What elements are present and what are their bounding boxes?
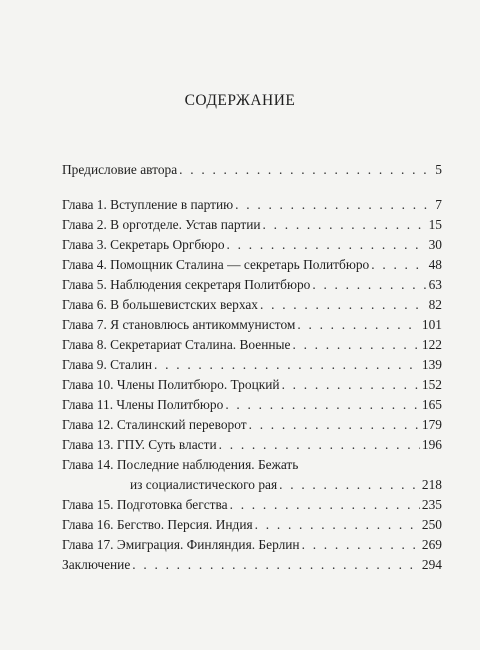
toc-dot-leader — [154, 355, 420, 375]
toc-entry — [62, 160, 442, 180]
toc-entry-page: 165 — [421, 397, 442, 412]
toc-entry-page: 5 — [435, 162, 442, 177]
toc-entry-page: 179 — [421, 417, 442, 432]
toc-entry — [62, 395, 442, 415]
toc-dot-leader — [227, 235, 427, 255]
toc-entry-title: Заключение — [62, 557, 131, 572]
toc-entry — [62, 515, 442, 535]
toc-entry-page: 7 — [435, 197, 442, 212]
toc-dot-leader — [312, 275, 426, 295]
toc-entry-page: 30 — [428, 237, 442, 252]
toc-entry — [62, 535, 442, 555]
toc-entry-title: Глава 16. Бегство. Персия. Индия — [62, 517, 253, 532]
toc-entry-title: из социалистического рая — [130, 477, 278, 492]
toc-entry — [62, 255, 442, 275]
toc-entry-title: Глава 12. Сталинский переворот — [62, 417, 247, 432]
toc-entry — [62, 495, 442, 515]
toc-entry-continuation — [62, 475, 442, 495]
toc-entry — [62, 435, 442, 455]
toc-entry-page: 218 — [421, 477, 442, 492]
toc-entry-title: Глава 17. Эмиграция. Финляндия. Берлин — [62, 537, 300, 552]
toc-dot-leader — [302, 535, 420, 555]
toc-entry-title: Глава 7. Я становлюсь антикоммунистом — [62, 317, 296, 332]
toc-entry-title: Глава 14. Последние наблюдения. Бежать — [62, 457, 299, 472]
toc-entry — [62, 315, 442, 335]
toc-entry-title: Глава 4. Помощник Сталина — секретарь Политбюро — [62, 257, 370, 272]
toc-entry — [62, 235, 442, 255]
toc-dot-leader — [255, 515, 420, 535]
toc-dot-leader — [260, 295, 427, 315]
toc-entry-page: 196 — [421, 437, 442, 452]
toc-dot-leader — [263, 215, 427, 235]
toc-entry-page: 63 — [428, 277, 442, 292]
toc-entry — [62, 295, 442, 315]
toc-entry — [62, 455, 442, 475]
toc-dot-leader — [371, 255, 426, 275]
toc-entry — [62, 335, 442, 355]
toc-entry-title: Глава 9. Сталин — [62, 357, 153, 372]
toc-dot-leader — [132, 555, 420, 575]
toc-dot-leader — [225, 395, 420, 415]
toc-dot-leader — [249, 415, 420, 435]
toc-entry-page: 269 — [421, 537, 442, 552]
toc-entry — [62, 375, 442, 395]
toc-entry-title: Глава 8. Секретариат Сталина. Военные — [62, 337, 291, 352]
toc-entry-page: 122 — [421, 337, 442, 352]
toc-dot-leader — [292, 335, 419, 355]
toc-dot-leader — [235, 195, 433, 215]
toc-entry-title: Глава 3. Секретарь Оргбюро — [62, 237, 225, 252]
toc-entry-title: Глава 5. Наблюдения секретаря Политбюро — [62, 277, 311, 292]
toc-entry — [62, 275, 442, 295]
toc-entry-title: Глава 2. В орготделе. Устав партии — [62, 217, 261, 232]
toc-entry-title: Глава 11. Члены Политбюро — [62, 397, 224, 412]
toc-entry-title: Глава 13. ГПУ. Суть власти — [62, 437, 217, 452]
toc-entry-title: Глава 10. Члены Политбюро. Троцкий — [62, 377, 280, 392]
toc-entry-title: Глава 1. Вступление в партию — [62, 197, 234, 212]
toc-entry — [62, 195, 442, 215]
toc-entry-title: Глава 15. Подготовка бегства — [62, 497, 228, 512]
toc-dot-leader — [230, 495, 420, 515]
toc-entry-page: 152 — [421, 377, 442, 392]
toc-dot-leader — [297, 315, 420, 335]
toc-entry-page: 82 — [428, 297, 442, 312]
toc-entry — [62, 355, 442, 375]
toc-entry-page: 101 — [421, 317, 442, 332]
toc-entry-page: 15 — [428, 217, 442, 232]
toc-entry-page: 48 — [428, 257, 442, 272]
toc-entry-title: Глава 6. В большевистских верхах — [62, 297, 258, 312]
toc-dot-leader — [282, 375, 420, 395]
toc-entry-page: 235 — [421, 497, 442, 512]
toc-entry-title: Предисловие автора — [62, 162, 178, 177]
toc-entry — [62, 415, 442, 435]
toc-entry-page: 250 — [421, 517, 442, 532]
toc-entry-page: 294 — [421, 557, 442, 572]
page-title: СОДЕРЖАНИЕ — [184, 92, 296, 109]
toc-dot-leader — [219, 435, 420, 455]
toc-dot-leader — [179, 160, 433, 180]
toc-entry — [62, 215, 442, 235]
toc-entry-page: 139 — [421, 357, 442, 372]
toc-dot-leader — [279, 475, 420, 495]
toc-entry — [62, 555, 442, 575]
